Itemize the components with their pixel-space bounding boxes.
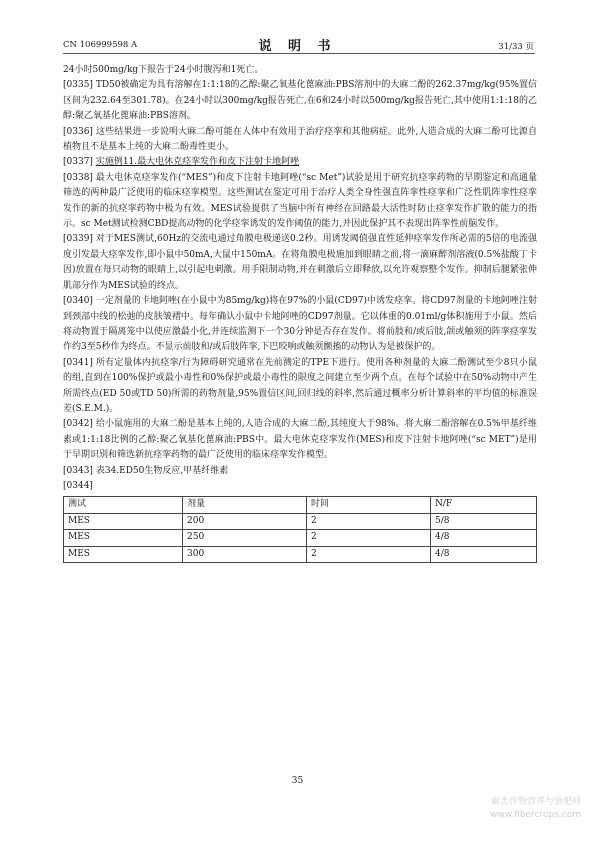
- paragraph-number: [0336]: [63, 126, 93, 137]
- paragraph-0340: [63, 294, 537, 356]
- example-heading: 实施例11.最大电休克痉挛发作和皮下注射卡地阿唑: [95, 157, 300, 168]
- table-header-cell: N/F: [431, 497, 537, 513]
- paragraph-text: 最大电休克痉挛发作(“MES”)和皮下注射卡地阿唑(“sc Met”)试验是用于研究抗痉挛药物的早期鉴定和高通量筛选的两种最广泛使用的临床痉挛模型。这些测试在鉴定可用于治疗人类全身性强直阵挛性痉挛和广泛性肌阵挛性痉挛发作的新的抗痉挛药物中极为有效。MES试验提供了当脑中所有神经在回路最大活性时防止痉挛发作扩散的能力的指示。sc Met测试检测CBD提高动物的化学痉挛诱发的发作阈值的能力,并因此保护其不表现出阵挛性前脑发作。: [63, 172, 537, 230]
- paragraph-number: [0339]: [63, 234, 93, 245]
- table-row: [64, 530, 537, 546]
- page-number: 35: [291, 776, 304, 786]
- header-rule: [63, 53, 535, 54]
- paragraph-0336: [63, 125, 537, 156]
- table-caption: 表34.ED50生物反应,甲基纤维素: [95, 465, 229, 476]
- paragraph-number: [0337]: [63, 157, 93, 168]
- paragraph-number: [0343]: [63, 465, 93, 476]
- table-cell: 2: [307, 513, 431, 529]
- table-cell: MES: [64, 513, 183, 529]
- paragraph-0335: [63, 78, 537, 124]
- table-header-cell: 时间: [307, 497, 431, 513]
- paragraph-0343: [63, 464, 537, 479]
- paragraph-number: [0341]: [63, 357, 93, 368]
- document-body: [63, 63, 537, 563]
- paragraph-0342: [63, 417, 537, 463]
- paragraph-text: 这些结果进一步说明大麻二酚可能在人体中有效用于治疗痉挛和其他病症。此外,人造合成的大麻二酚可比源自植物且不是基本上纯的大麻二酚毒性更小。: [63, 126, 537, 153]
- paragraph-number: [0338]: [63, 172, 93, 183]
- watermark: [490, 796, 581, 822]
- watermark-line: 麻类作物营养与施肥网: [490, 797, 581, 807]
- paragraph-0344: [63, 479, 537, 494]
- paragraph-number: [0342]: [63, 419, 93, 430]
- table-header-cell: 测试: [64, 497, 183, 513]
- paragraph-text: 对于MES测试,60Hz的交流电通过角膜电极递送0.2秒。用诱发阈值强直性延伸痉挛发作所必需的5倍的电流强度引发最大痉挛发作,即小鼠中50mA,大鼠中150mA。在将角膜电极施加到眼睛之前,将一滴麻醉剂溶液(0.5%盐酸丁卡因)放置在每只动物的眼睛上,以引起电刺激。用手限制动物,并在刺激后立即释放,以允许观察整个发作。抑制后腿紧张伸肌部分作为MES试验的终点。: [63, 234, 537, 291]
- table-cell: 250: [183, 530, 307, 546]
- ed50-table: [63, 496, 537, 563]
- paragraph-text: 一定剂量的卡地阿唑(在小鼠中为85mg/kg)将在97%的小鼠(CD97)中诱发痉挛。将CD97剂量的卡地阿唑注射到颈部中线的松弛的皮肤皱褶中。每年确认小鼠中卡地阿唑的CD97剂量。它以体重的0.01ml/g体积施用于小鼠。然后将动物置于隔离笼中以使应激最小化,并连续监测下一个30分钟是否存在发作。将前肢和/或后肢,颌或触须的阵挛痉挛发作约3至5秒作为终点。不显示前肢和/或后肢阵挛,下巴咬响或触须颤搐的动物认为是被保护的。: [63, 296, 537, 353]
- paragraph-text: TD50被确定为具有溶解在1:1:18的乙醇:聚乙氧基化蓖麻油:PBS溶剂中的大麻二酚的262.37mg/kg(95%置信区间为232.64至301.78)。在24小时以300mg/kg报告死亡,在6和24小时以500mg/kg报告死亡,其中使用1:1:18的乙醇:聚乙氧基化蓖麻油:PBS溶剂。: [63, 80, 537, 122]
- table-cell: 2: [307, 546, 431, 562]
- paragraph-0337: [63, 155, 537, 170]
- paragraph-0338: [63, 171, 537, 233]
- page-of-indicator: 31/33 页: [498, 42, 534, 52]
- paragraph: 24小时500mg/kg下报告于24小时腹泻和1死亡。: [63, 65, 264, 75]
- paragraph-0339: [63, 232, 537, 294]
- table-cell: 2: [307, 530, 431, 546]
- table-cell: MES: [64, 546, 183, 562]
- paragraph-0341: [63, 356, 537, 418]
- table-row: [64, 546, 537, 562]
- table-header-cell: 剂量: [183, 497, 307, 513]
- page-title: 说 明 书: [258, 39, 337, 54]
- paragraph-text: 所有定量体内抗痉挛/行为障碍研究通常在先前测定的TPE下进行。使用各种剂量的大麻二酚测试至少8只小鼠的组,直到在100%保护或最小毒性和0%保护或最小毒性的限度之间建立至少两个点。在每个试验中在50%动物中产生所需终点(ED 50或TD 50)所需的药物剂量,95%置信区间,回归线的斜率,然后通过概率分析计算斜率的平均值的标准误差(S.E.M.)。: [63, 357, 537, 414]
- table-cell: 4/8: [431, 546, 537, 562]
- watermark-url: www.fibercrops.com: [490, 810, 581, 820]
- paragraph-number: [0344]: [63, 480, 93, 491]
- table-row: [64, 513, 537, 529]
- paragraph-number: [0335]: [63, 80, 93, 91]
- table-cell: MES: [64, 530, 183, 546]
- document-number: CN 106999598 A: [63, 40, 138, 50]
- paragraph-text: 给小鼠施用的大麻二酚是基本上纯的,人造合成的大麻二酚,其纯度大于98%。将大麻二酚溶解在0.5%甲基纤维素或1:1:18比例的乙醇:聚乙氧基化蓖麻油:PBS中。最大电休克痉挛发作(MES)和皮下注射卡地阿唑(“sc MET”)是用于早期识别和筛选新抗痉挛药物的最广泛使用的临床痉挛发作模型。: [63, 419, 537, 461]
- paragraph-number: [0340]: [63, 296, 93, 307]
- table-cell: 200: [183, 513, 307, 529]
- table-cell: 5/8: [431, 513, 537, 529]
- table-cell: 300: [183, 546, 307, 562]
- table-header-row: [64, 497, 537, 513]
- table-cell: 4/8: [431, 530, 537, 546]
